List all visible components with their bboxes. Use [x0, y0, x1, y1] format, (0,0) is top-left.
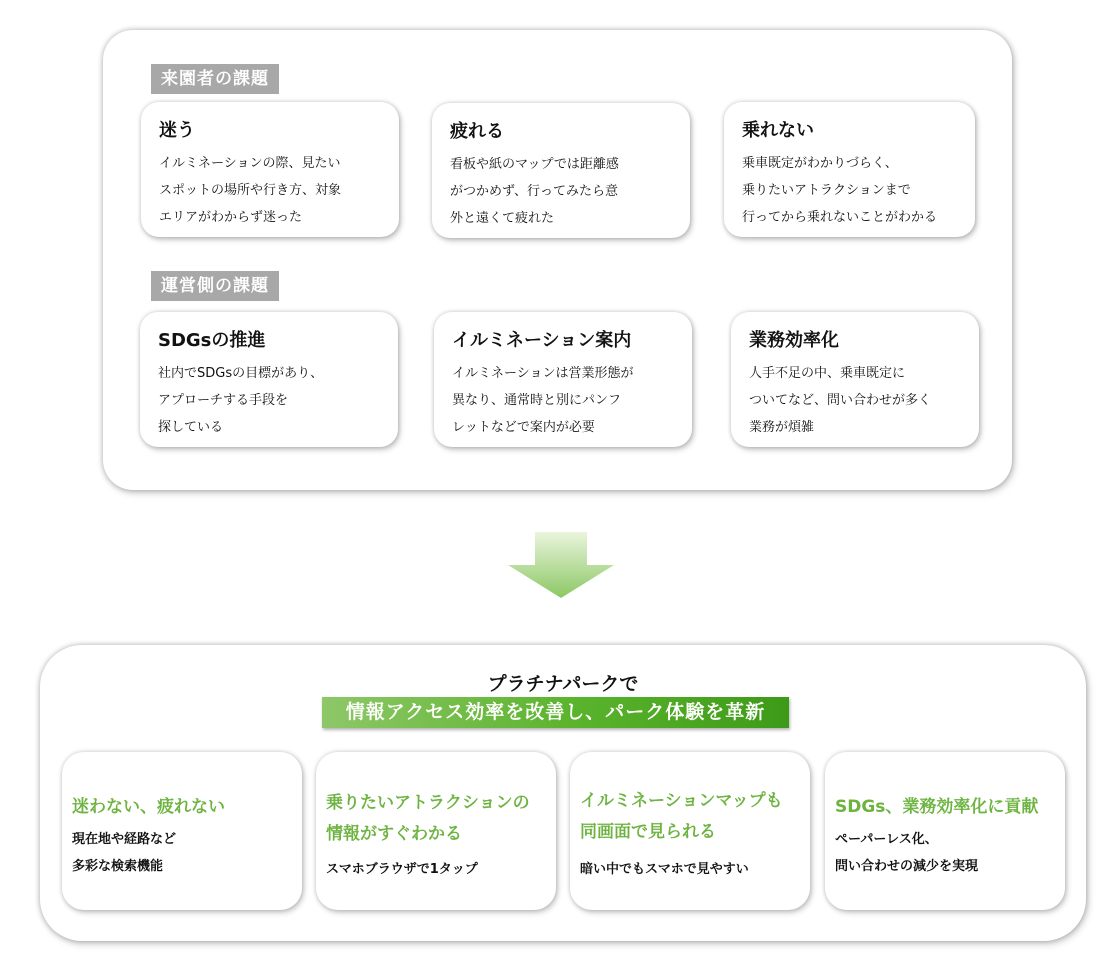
solution-card-desc-line: 問い合わせの減少を実現 — [835, 859, 979, 874]
issue-card-efficiency — [731, 312, 979, 447]
issue-card-cant-ride — [724, 102, 975, 237]
issue-card-lost — [141, 102, 399, 237]
issue-card-illumination-guide — [434, 312, 692, 447]
solution-card-desc-line: 暗い中でもスマホで見やすい — [580, 862, 749, 877]
issue-card-line: アプローチする手段を — [158, 393, 289, 408]
solution-card-title-line: 同画面で見られる — [580, 822, 716, 842]
solution-card-title-line: イルミネーションマップも — [580, 791, 783, 811]
issue-card-line: 看板や紙のマップでは距離感 — [450, 157, 619, 172]
issue-card-title: 迷う — [159, 120, 195, 141]
issue-card-line: 乗りたいアトラクションまで — [742, 183, 911, 198]
issues-panel — [103, 30, 1012, 490]
solution-card-title-line: SDGs、業務効率化に貢献 — [835, 797, 1039, 817]
issue-card-title: 乗れない — [742, 120, 814, 141]
issue-card-line: レットなどで案内が必要 — [452, 420, 595, 435]
solution-card-desc — [835, 826, 1059, 880]
solution-card-desc-line: 多彩な検索機能 — [72, 859, 164, 874]
solution-card-title-line: 迷わない、疲れない — [72, 797, 225, 817]
solution-card-title — [835, 792, 1059, 823]
operator-issues-label: 運営側の課題 — [151, 271, 279, 301]
solution-card-no-lost — [62, 752, 302, 910]
visitor-issues-label: 来園者の課題 — [151, 64, 279, 94]
issue-card-line: 乗車既定がわかりづらく、 — [742, 156, 898, 171]
solution-card-desc — [72, 826, 296, 880]
down-arrow-icon — [508, 532, 614, 598]
issue-card-title: 業務効率化 — [749, 330, 839, 351]
solution-card-desc-line: スマホブラウザで1タップ — [326, 862, 478, 877]
issue-card-line: 業務が煩雑 — [749, 420, 815, 435]
issue-card-line: 探している — [158, 420, 224, 435]
solution-card-sdgs-efficiency — [825, 752, 1065, 910]
issue-card-line: 外と遠くて疲れた — [450, 211, 555, 226]
issue-card-line: 人手不足の中、乗車既定に — [749, 366, 906, 381]
solution-banner: 情報アクセス効率を改善し、パーク体験を革新 — [322, 697, 789, 728]
solution-card-desc-line: ペーパーレス化、 — [835, 832, 938, 847]
solution-card-title-line: 情報がすぐわかる — [326, 824, 462, 844]
solution-card-title — [72, 792, 296, 823]
issue-card-line: ついてなど、問い合わせが多く — [749, 393, 932, 408]
issue-card-line: 社内でSDGsの目標があり、 — [158, 366, 324, 381]
solution-card-title — [326, 788, 550, 850]
issue-card-line: イルミネーションの際、見たい — [159, 156, 341, 171]
issue-card-title: イルミネーション案内 — [452, 330, 632, 351]
issue-card-sdgs — [140, 312, 398, 447]
issue-card-line: エリアがわからず迷った — [159, 210, 303, 225]
solution-card-desc-line: 現在地や経路など — [72, 832, 177, 847]
issue-card-line: 異なり、通常時と別にパンフ — [452, 393, 622, 408]
solution-card-illumination-map — [570, 752, 810, 910]
issue-card-line: 行ってから乗れないことがわかる — [742, 210, 938, 225]
issue-card-tired — [432, 103, 690, 238]
solution-card-desc — [326, 856, 550, 883]
solution-card-desc — [580, 856, 804, 883]
issue-card-title: 疲れる — [450, 121, 504, 142]
issue-card-line: スポットの場所や行き方、対象 — [159, 183, 342, 198]
issue-card-title: SDGsの推進 — [158, 330, 266, 351]
solution-title: プラチナパークで — [487, 673, 639, 695]
solution-panel — [40, 645, 1086, 941]
solution-card-title-line: 乗りたいアトラクションの — [326, 793, 530, 813]
issue-card-line: がつかめず、行ってみたら意 — [450, 184, 618, 199]
issue-card-line: イルミネーションは営業形態が — [452, 366, 634, 381]
solution-card-title — [580, 786, 804, 848]
solution-card-attraction-info — [316, 752, 556, 910]
